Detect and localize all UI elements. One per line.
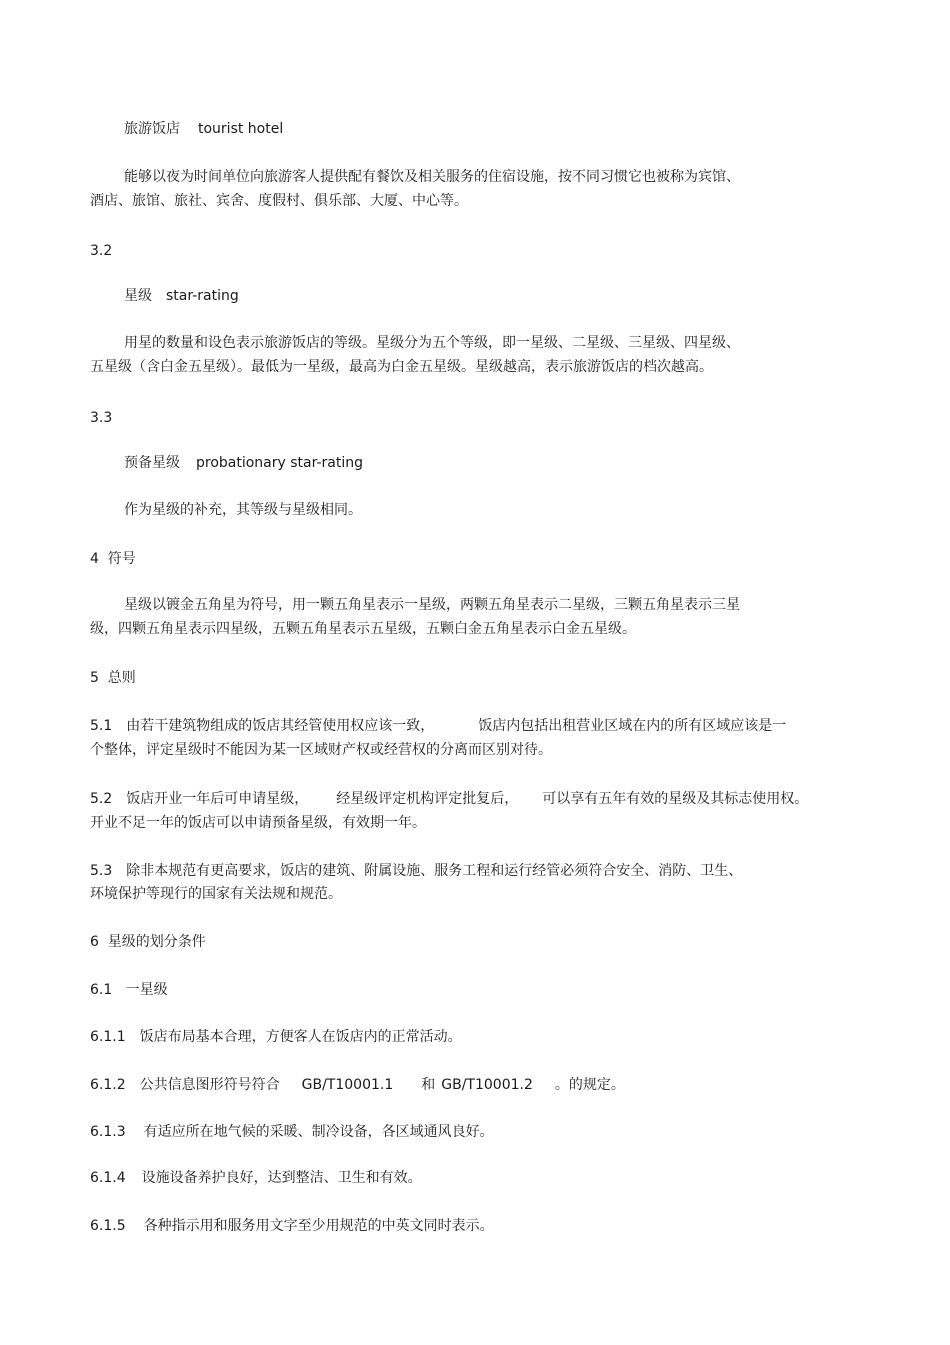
clause-6-1-3-text: 有适应所在地气候的采暖、制冷设备，各区域通风良好。 — [143, 1124, 494, 1140]
clause-5-1-number: 5.1 — [90, 718, 113, 734]
clause-5-2-line-1 — [90, 789, 808, 809]
section-3-3-number: 3.3 — [90, 410, 113, 426]
section-4-line-2: 级，四颗五角星表示四星级，五颗五角星表示五星级，五颗白金五角星表示白金五星级。 — [90, 621, 636, 637]
clause-6-1-4 — [90, 1168, 422, 1188]
section-4-line-1: 星级以镀金五角星为符号，用一颗五角星表示一星级，两颗五角星表示二星级，三颗五角星表示三星 — [124, 597, 740, 613]
term-33-definition: 作为星级的补充，其等级与星级相同。 — [124, 502, 362, 518]
term-32-english: star-rating — [166, 288, 239, 304]
clause-6-1-4-text: 设施设备养护良好，达到整洁、卫生和有效。 — [141, 1170, 422, 1186]
clause-5-1-line-2: 个整体，评定星级时不能因为某一区域财产权或经营权的分离而区别对待。 — [90, 742, 552, 758]
clause-6-1-3 — [90, 1122, 494, 1142]
section-6-heading: 6 星级的划分条件 — [90, 934, 206, 950]
clause-6-1-5-text: 各种指示用和服务用文字至少用规范的中英文同时表示。 — [143, 1218, 494, 1234]
clause-6-1-2-standard-1: GB/T10001.1 — [301, 1077, 394, 1093]
term-31-definition-line-2: 酒店、旅馆、旅社、宾舍、度假村、俱乐部、大厦、中心等。 — [90, 193, 468, 209]
clause-6-1-5-number: 6.1.5 — [90, 1218, 126, 1234]
clause-6-1-heading: 6.1 一星级 — [90, 982, 168, 998]
term-33-heading — [124, 453, 363, 473]
clause-5-1-line-1 — [90, 716, 786, 736]
term-31-english: tourist hotel — [198, 121, 284, 137]
clause-6-1-2-text-end: 。的规定。 — [554, 1077, 625, 1093]
clause-6-1-2-text-and: 和 — [421, 1077, 436, 1093]
clause-6-1-1-text: 饭店布局基本合理，方便客人在饭店内的正常活动。 — [139, 1029, 462, 1045]
clause-5-2-text-c: 可以享有五年有效的星级及其标志使用权。 — [542, 791, 809, 807]
clause-5-2-text-a: 饭店开业一年后可申请星级， — [126, 791, 309, 807]
clause-6-1-2 — [90, 1075, 625, 1095]
section-5-heading: 5 总则 — [90, 670, 136, 686]
section-3-2-number: 3.2 — [90, 243, 113, 259]
clause-5-3-line-2: 环境保护等现行的国家有关法规和规范。 — [90, 886, 342, 902]
term-32-definition-line-2: 五星级（含白金五星级）。最低为一星级，最高为白金五星级。星级越高，表示旅游饭店的档次越高。 — [90, 359, 713, 375]
term-31-heading — [124, 119, 283, 139]
clause-5-3-text: 除非本规范有更高要求，饭店的建筑、附属设施、服务工程和运行经管必须符合安全、消防、卫生、 — [126, 863, 743, 879]
term-31-definition-line-1: 能够以夜为时间单位向旅游客人提供配有餐饮及相关服务的住宿设施，按不同习惯它也被称为宾馆、 — [124, 169, 740, 185]
clause-6-1-1 — [90, 1027, 462, 1047]
clause-6-1-2-number: 6.1.2 — [90, 1077, 126, 1093]
clause-5-2-line-2: 开业不足一年的饭店可以申请预备星级，有效期一年。 — [90, 815, 426, 831]
term-31-title: 旅游饭店 — [124, 121, 180, 137]
clause-5-3-number: 5.3 — [90, 863, 113, 879]
clause-6-1-2-text-a: 公共信息图形符号符合 — [139, 1077, 280, 1093]
clause-6-1-3-number: 6.1.3 — [90, 1124, 126, 1140]
clause-6-1-2-standard-2: GB/T10001.2 — [441, 1077, 533, 1093]
clause-6-1-1-number: 6.1.1 — [90, 1029, 126, 1045]
section-4-heading: 4 符号 — [90, 551, 136, 567]
term-32-definition-line-1: 用星的数量和设色表示旅游饭店的等级。星级分为五个等级，即一星级、二星级、三星级、四星级、 — [124, 335, 740, 351]
term-33-english: probationary star-rating — [196, 455, 364, 471]
term-32-title: 星级 — [124, 288, 152, 304]
term-32-heading — [124, 286, 239, 306]
clause-5-2-number: 5.2 — [90, 791, 113, 807]
clause-5-3-line-1 — [90, 861, 742, 881]
clause-5-2-text-b: 经星级评定机构评定批复后， — [336, 791, 519, 807]
term-33-title: 预备星级 — [124, 455, 180, 471]
clause-5-1-text-b: 饭店内包括出租营业区域在内的所有区域应该是一 — [478, 718, 787, 734]
clause-6-1-4-number: 6.1.4 — [90, 1170, 126, 1186]
clause-6-1-5 — [90, 1216, 494, 1236]
clause-5-1-text-a: 由若干建筑物组成的饭店其经管使用权应该一致， — [126, 718, 435, 734]
